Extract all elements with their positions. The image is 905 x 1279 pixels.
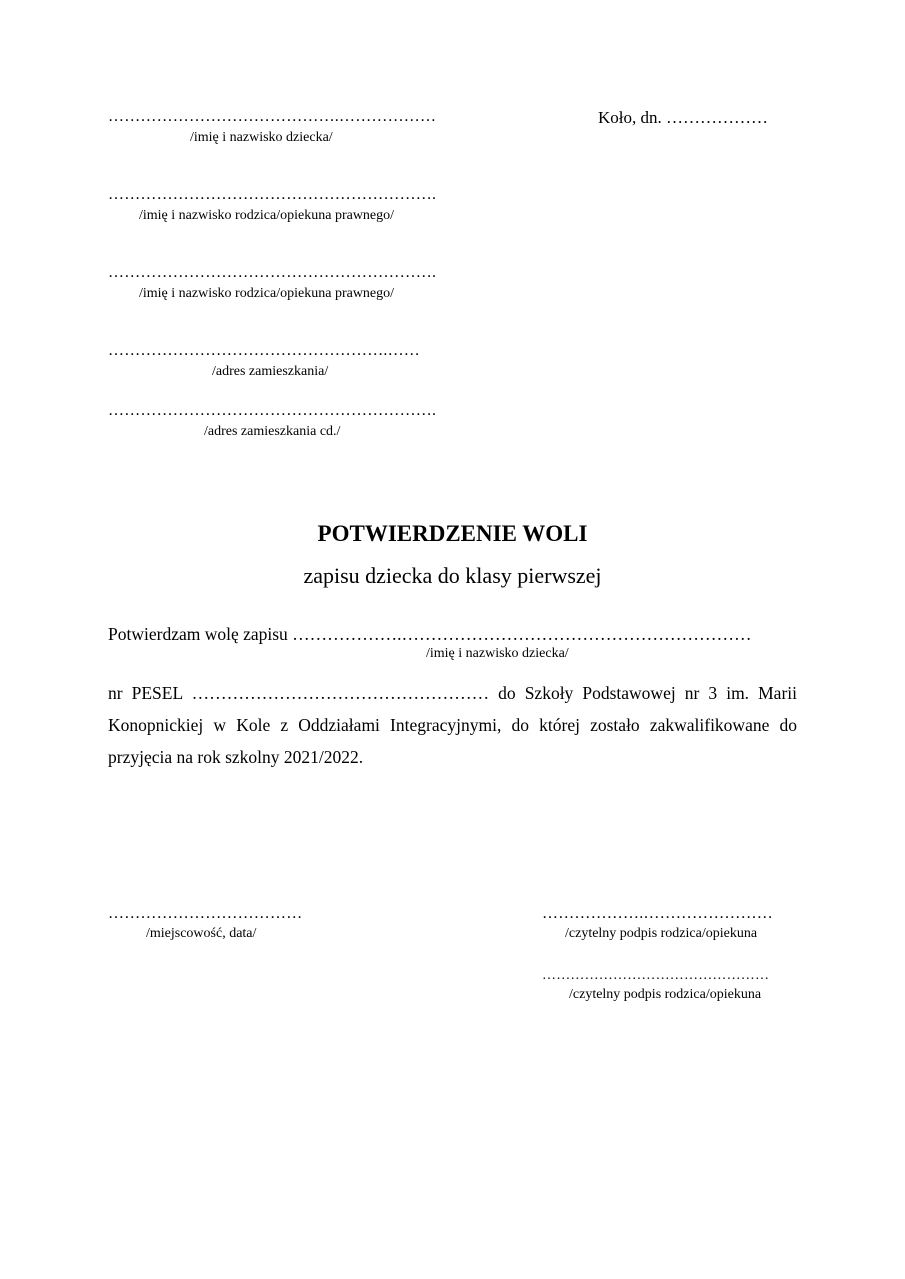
address2-field[interactable]: ……………………………………………………. (108, 402, 437, 419)
child-name-field[interactable]: …………………………………….……………… (108, 108, 437, 125)
address2-caption: /adres zamieszkania cd./ (204, 424, 341, 439)
body-line-2: Konopnickiej w Kole z Oddziałami Integracyjnymi, do której zostało zakwalifikowane do (108, 715, 797, 735)
place-date-caption: /miejscowość, data/ (146, 926, 257, 941)
child-name-caption: /imię i nazwisko dziecka/ (190, 130, 333, 145)
place-date-signature-field[interactable]: ……………………………… (108, 905, 303, 922)
confirm-child-caption: /imię i nazwisko dziecka/ (426, 646, 569, 661)
parent-signature-1-caption: /czytelny podpis rodzica/opiekuna (565, 926, 758, 941)
parent2-name-field[interactable]: ……………………………………………………. (108, 264, 437, 281)
body-line-3: przyjęcia na rok szkolny 2021/2022. (108, 747, 364, 767)
document-title: POTWIERDZENIE WOLI (317, 521, 588, 546)
address-caption: /adres zamieszkania/ (212, 364, 329, 379)
parent-signature-2-caption: /czytelny podpis rodzica/opiekuna (569, 987, 762, 1002)
parent1-name-field[interactable]: ……………………………………………………. (108, 186, 437, 203)
document-subtitle: zapisu dziecka do klasy pierwszej (303, 563, 602, 588)
parent2-name-caption: /imię i nazwisko rodzica/opiekuna prawnego/ (139, 286, 395, 301)
parent-signature-2-field[interactable]: ………………………………………… (542, 968, 770, 983)
confirm-line: Potwierdzam wolę zapisu ……………….…………………………………………………… (108, 624, 752, 644)
parent-signature-1-field[interactable]: ……………….…………………… (542, 905, 773, 922)
parent1-name-caption: /imię i nazwisko rodzica/opiekuna prawnego/ (139, 208, 395, 223)
body-line-1: nr PESEL …………………………………………… do Szkoły Podstawowej nr 3 im. Marii (108, 683, 797, 703)
place-date-field[interactable]: Koło, dn. ……………… (598, 108, 768, 127)
address-field[interactable]: …………………………………………….…… (108, 342, 420, 359)
